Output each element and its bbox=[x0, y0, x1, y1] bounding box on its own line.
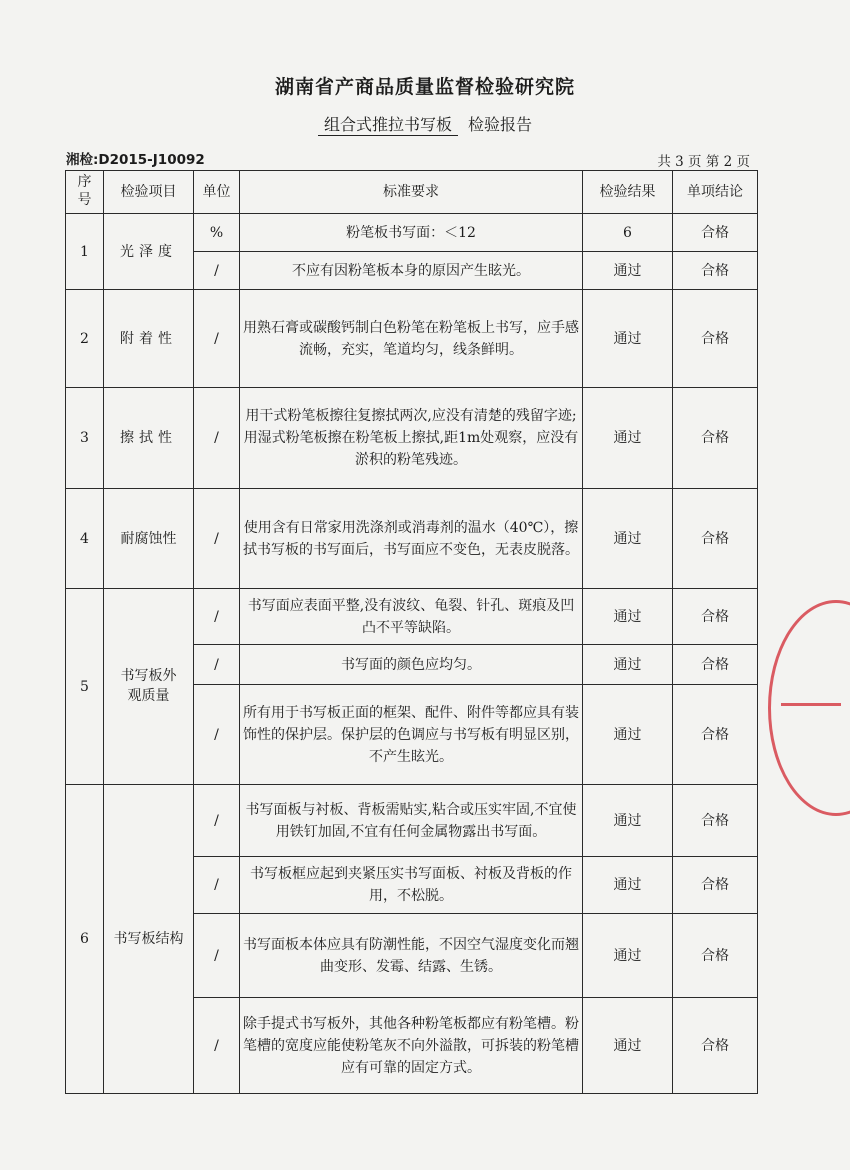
row-item bbox=[104, 589, 194, 785]
row-conclusion: 合格 bbox=[673, 857, 758, 914]
row-result: 通过 bbox=[583, 252, 673, 290]
row-no: 3 bbox=[66, 388, 104, 489]
row-result: 通过 bbox=[583, 290, 673, 388]
row-requirement: 用干式粉笔板擦往复擦拭两次,应没有清楚的残留字迹;用湿式粉笔板擦在粉笔板上擦拭,距1m处观察，应没有淤积的粉笔残迹。 bbox=[240, 388, 583, 489]
row-unit: / bbox=[194, 645, 240, 685]
row-conclusion: 合格 bbox=[673, 785, 758, 857]
row-conclusion: 合格 bbox=[673, 589, 758, 645]
row-result: 通过 bbox=[583, 388, 673, 489]
row-requirement: 除手提式书写板外，其他各种粉笔板都应有粉笔槽。粉笔槽的宽度应能使粉笔灰不向外溢散，可拆装的粉笔槽应有可靠的固定方式。 bbox=[240, 998, 583, 1094]
row-item: 附着性 bbox=[104, 290, 194, 388]
row-conclusion: 合格 bbox=[673, 214, 758, 252]
row-unit: / bbox=[194, 489, 240, 589]
row-conclusion: 合格 bbox=[673, 489, 758, 589]
header-conclusion: 单项结论 bbox=[673, 171, 758, 214]
row-requirement: 书写面的颜色应均匀。 bbox=[240, 645, 583, 685]
row-requirement: 书写面板与衬板、背板需贴实,粘合或压实牢固,不宜使用铁钉加固,不宜有任何金属物露出书写面。 bbox=[240, 785, 583, 857]
header-no bbox=[66, 171, 104, 214]
official-seal-stamp bbox=[768, 600, 850, 816]
row-item-label: 书写板外观质量 bbox=[120, 668, 177, 704]
row-requirement: 书写面板本体应具有防潮性能，不因空气湿度变化而翘曲变形、发霉、结露、生锈。 bbox=[240, 914, 583, 998]
row-item: 光泽度 bbox=[104, 214, 194, 290]
row-unit: / bbox=[194, 914, 240, 998]
row-conclusion: 合格 bbox=[673, 252, 758, 290]
row-requirement: 粉笔板书写面：＜12 bbox=[240, 214, 583, 252]
table-row bbox=[66, 589, 758, 645]
table-header-row bbox=[66, 171, 758, 214]
row-requirement: 用熟石膏或碳酸钙制白色粉笔在粉笔板上书写，应手感流畅，充实，笔道均匀，线条鲜明。 bbox=[240, 290, 583, 388]
row-no: 5 bbox=[66, 589, 104, 785]
report-number: 湘检:D2015-J10092 bbox=[66, 152, 205, 168]
row-conclusion: 合格 bbox=[673, 914, 758, 998]
row-unit: / bbox=[194, 589, 240, 645]
row-result: 通过 bbox=[583, 857, 673, 914]
row-result: 6 bbox=[583, 214, 673, 252]
row-unit: / bbox=[194, 785, 240, 857]
row-conclusion: 合格 bbox=[673, 388, 758, 489]
row-requirement: 书写板框应起到夹紧压实书写面板、衬板及背板的作用，不松脱。 bbox=[240, 857, 583, 914]
header-unit: 单位 bbox=[194, 171, 240, 214]
row-unit: / bbox=[194, 998, 240, 1094]
row-result: 通过 bbox=[583, 785, 673, 857]
table-row bbox=[66, 214, 758, 252]
row-result: 通过 bbox=[583, 914, 673, 998]
row-no: 4 bbox=[66, 489, 104, 589]
inspection-table bbox=[65, 170, 758, 1094]
row-no: 6 bbox=[66, 785, 104, 1094]
row-unit: / bbox=[194, 290, 240, 388]
row-unit: % bbox=[194, 214, 240, 252]
stamp-line bbox=[781, 703, 841, 706]
header-item: 检验项目 bbox=[104, 171, 194, 214]
row-conclusion: 合格 bbox=[673, 685, 758, 785]
row-requirement: 使用含有日常家用洗涤剂或消毒剂的温水（40℃），擦拭书写板的书写面后，书写面应不变色，无表皮脱落。 bbox=[240, 489, 583, 589]
row-result: 通过 bbox=[583, 645, 673, 685]
row-no: 2 bbox=[66, 290, 104, 388]
header-requirement: 标准要求 bbox=[240, 171, 583, 214]
row-unit: / bbox=[194, 252, 240, 290]
row-unit: / bbox=[194, 388, 240, 489]
row-conclusion: 合格 bbox=[673, 290, 758, 388]
table-row bbox=[66, 489, 758, 589]
header-no-label: 序号 bbox=[77, 174, 92, 208]
page-indicator: 共 3 页 第 2 页 bbox=[657, 154, 750, 170]
row-item: 耐腐蚀性 bbox=[104, 489, 194, 589]
row-result: 通过 bbox=[583, 998, 673, 1094]
report-type: 检验报告 bbox=[468, 115, 533, 134]
row-result: 通过 bbox=[583, 489, 673, 589]
report-title bbox=[0, 112, 850, 135]
row-unit: / bbox=[194, 857, 240, 914]
row-no: 1 bbox=[66, 214, 104, 290]
table-row bbox=[66, 388, 758, 489]
table-row bbox=[66, 785, 758, 857]
row-conclusion: 合格 bbox=[673, 998, 758, 1094]
row-requirement: 书写面应表面平整,没有波纹、龟裂、针孔、斑痕及凹凸不平等缺陷。 bbox=[240, 589, 583, 645]
row-item: 书写板结构 bbox=[104, 785, 194, 1094]
row-unit: / bbox=[194, 685, 240, 785]
row-result: 通过 bbox=[583, 685, 673, 785]
row-result: 通过 bbox=[583, 589, 673, 645]
organization-title: 湖南省产商品质量监督检验研究院 bbox=[274, 76, 575, 98]
row-conclusion: 合格 bbox=[673, 645, 758, 685]
table-row bbox=[66, 290, 758, 388]
row-requirement: 不应有因粉笔板本身的原因产生眩光。 bbox=[240, 252, 583, 290]
header-result: 检验结果 bbox=[583, 171, 673, 214]
row-item: 擦拭性 bbox=[104, 388, 194, 489]
row-requirement: 所有用于书写板正面的框架、配件、附件等都应具有装饰性的保护层。保护层的色调应与书写板有明显区别，不产生眩光。 bbox=[240, 685, 583, 785]
product-name: 组合式推拉书写板 bbox=[318, 115, 458, 136]
